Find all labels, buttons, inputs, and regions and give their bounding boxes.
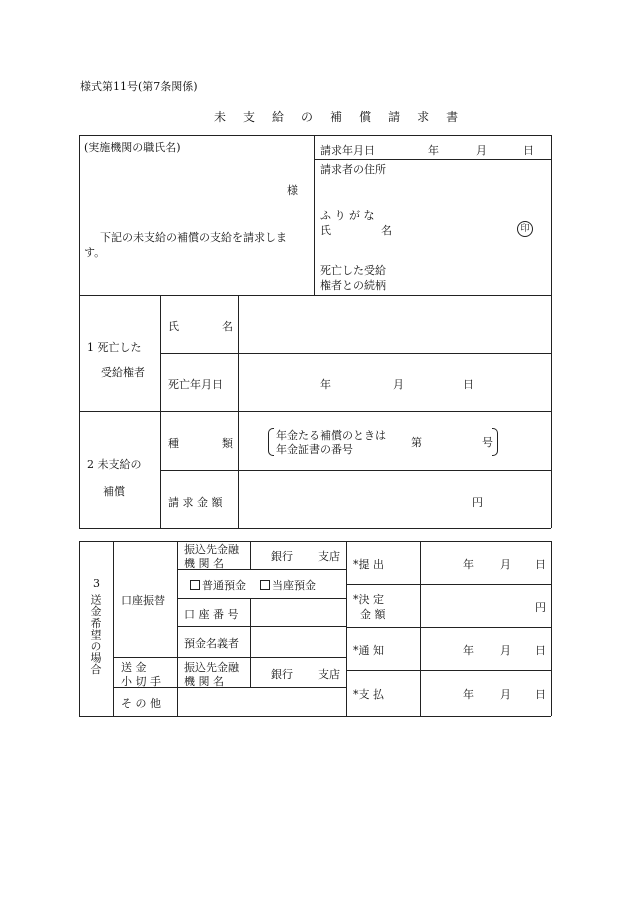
remit-bank-label-1: 振込先金融 bbox=[184, 661, 239, 674]
notice-label: *通 知 bbox=[353, 644, 384, 657]
kind-label-2: 類 bbox=[222, 437, 233, 450]
submit-day[interactable]: 日 bbox=[535, 558, 546, 571]
remit-label-2: 小 切 手 bbox=[121, 675, 161, 688]
form-title: 未 支 給 の 補 償 請 求 書 bbox=[214, 110, 465, 124]
relation-label-2: 権者との続柄 bbox=[320, 279, 386, 292]
request-sentence-end: す。 bbox=[84, 246, 106, 259]
pension-number-prefix: 第 bbox=[411, 436, 422, 449]
payment-day[interactable]: 日 bbox=[535, 688, 546, 701]
address-label: 請求者の住所 bbox=[320, 163, 386, 176]
current-deposit-option[interactable]: 当座預金 bbox=[260, 577, 316, 593]
notice-month[interactable]: 月 bbox=[500, 644, 511, 657]
sama-label: 様 bbox=[287, 184, 298, 197]
section2-heading-1: 2 未支給の bbox=[87, 458, 142, 471]
payment-label: *支 払 bbox=[353, 688, 384, 701]
notice-year[interactable]: 年 bbox=[463, 644, 474, 657]
current-deposit-checkbox[interactable] bbox=[260, 580, 270, 590]
furigana-label: ふ り が な bbox=[320, 209, 375, 222]
section3-number: 3 bbox=[93, 577, 100, 590]
pension-number-suffix: 号 bbox=[482, 436, 493, 449]
deceased-name-label-1: 氏 bbox=[168, 320, 179, 333]
agency-label: (実施機関の職氏名) bbox=[84, 141, 181, 154]
remit-branch-suffix[interactable]: 支店 bbox=[318, 668, 340, 681]
request-date-year[interactable]: 年 bbox=[428, 144, 439, 157]
branch-suffix[interactable]: 支店 bbox=[318, 550, 340, 563]
request-sentence: 下記の未支給の補償の支給を請求しま bbox=[100, 231, 287, 244]
relation-label-1: 死亡した受給 bbox=[320, 264, 386, 277]
remit-bank-suffix[interactable]: 銀行 bbox=[271, 668, 293, 681]
bank-label-1: 振込先金融 bbox=[184, 543, 239, 556]
remit-bank-label-2: 機 関 名 bbox=[184, 675, 224, 688]
death-date-month[interactable]: 月 bbox=[393, 378, 404, 391]
pension-note-1: 年金たる補償のときは bbox=[276, 429, 386, 442]
submit-label: *提 出 bbox=[353, 558, 384, 571]
death-date-label: 死亡年月日 bbox=[168, 378, 223, 391]
death-date-day[interactable]: 日 bbox=[463, 378, 474, 391]
decision-label-1: *決 定 bbox=[353, 593, 384, 606]
seal-icon: 印 bbox=[517, 221, 533, 237]
account-holder-label: 預金名義者 bbox=[184, 637, 239, 650]
submit-year[interactable]: 年 bbox=[463, 558, 474, 571]
death-date-year[interactable]: 年 bbox=[320, 378, 331, 391]
form-number: 様式第11号(第7条関係) bbox=[80, 80, 198, 93]
payment-year[interactable]: 年 bbox=[463, 688, 474, 701]
section2-heading-2: 補償 bbox=[103, 485, 125, 498]
section1-heading-2: 受給権者 bbox=[101, 366, 145, 379]
ordinary-deposit-option[interactable]: 普通預金 bbox=[190, 577, 246, 593]
account-number-label: 口 座 番 号 bbox=[184, 608, 239, 621]
notice-day[interactable]: 日 bbox=[535, 644, 546, 657]
request-date-label: 請求年月日 bbox=[320, 144, 375, 157]
amount-label: 請 求 金 額 bbox=[168, 496, 223, 509]
bank-suffix[interactable]: 銀行 bbox=[271, 550, 293, 563]
deceased-name-label-2: 名 bbox=[222, 320, 233, 333]
kind-label-1: 種 bbox=[168, 437, 179, 450]
remit-label-1: 送 金 bbox=[121, 661, 147, 674]
payment-month[interactable]: 月 bbox=[500, 688, 511, 701]
other-label: そ の 他 bbox=[121, 697, 161, 710]
amount-yen[interactable]: 円 bbox=[472, 496, 483, 509]
account-transfer-label: 口座振替 bbox=[121, 594, 165, 607]
decision-yen[interactable]: 円 bbox=[535, 601, 546, 614]
section1-heading-1: 1 死亡した bbox=[87, 341, 142, 354]
request-date-month[interactable]: 月 bbox=[476, 144, 487, 157]
submit-month[interactable]: 月 bbox=[500, 558, 511, 571]
applicant-name-label-1: 氏 bbox=[320, 224, 331, 237]
right-bracket bbox=[492, 428, 498, 456]
applicant-name-label-2: 名 bbox=[381, 224, 392, 237]
request-date-day[interactable]: 日 bbox=[523, 144, 534, 157]
ordinary-deposit-checkbox[interactable] bbox=[190, 580, 200, 590]
left-bracket bbox=[268, 428, 274, 456]
bank-label-2: 機 関 名 bbox=[184, 557, 224, 570]
decision-label-2: 金 額 bbox=[360, 608, 386, 621]
pension-note-2: 年金証書の番号 bbox=[276, 443, 353, 456]
section3-heading: 送金希望の場合 bbox=[89, 594, 102, 675]
